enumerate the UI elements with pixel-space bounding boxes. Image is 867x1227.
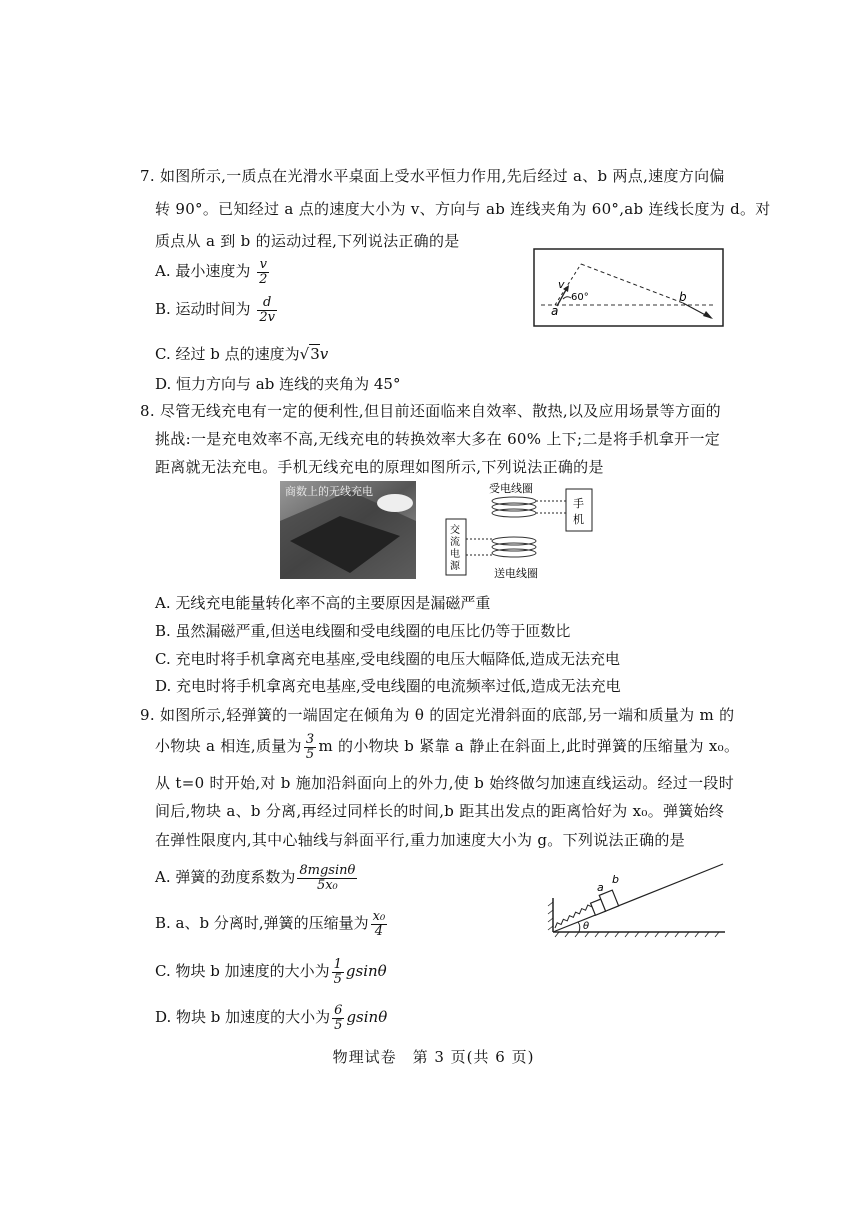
q9-blocks	[589, 890, 619, 915]
q7-label-v: v	[558, 278, 565, 291]
q9-angle-arc	[578, 922, 580, 932]
q9-option-a-fraction: $\frac{8mgsin\theta}{\text{5x₀}}$	[299, 863, 356, 893]
q8-stem-line2: 挑战:一是充电效率不高,无线充电的转换效率大多在 60% 上下;二是将手机拿开一定	[155, 430, 721, 448]
q9-option-c-fraction: $\frac{1}{5}$	[333, 957, 342, 987]
q7-label-a: a	[551, 304, 559, 318]
q9-option-d-post: gsinθ	[346, 1008, 388, 1027]
q9-label-b: b	[612, 873, 619, 886]
q7-trajectory-dash	[581, 264, 683, 303]
q8-charging-pad-photo	[280, 481, 416, 579]
q7-angle-arc	[563, 297, 571, 299]
q9-option-c-post: gsinθ	[345, 962, 387, 981]
q9-stem-line1: 9. 如图所示,轻弹簧的一端固定在倾角为 θ 的固定光滑斜面的底部,另一端和质量为 m 的	[140, 706, 735, 724]
q8-ac-source-char1: 交	[450, 525, 460, 536]
q8-stem-line3: 距离就无法充电。手机无线充电的原理如图所示,下列说法正确的是	[155, 458, 604, 476]
q8-ac-source-char4: 源	[450, 561, 460, 572]
q9-option-c-text: C. 物块 b 加速度的大小为	[155, 962, 330, 981]
q8-send-coil	[492, 537, 536, 557]
q9-option-b	[155, 910, 389, 938]
q8-option-a: A. 无线充电能量转化率不高的主要原因是漏磁严重	[155, 594, 491, 612]
q9-option-d-text: D. 物块 b 加速度的大小为	[155, 1008, 331, 1027]
q9-option-b-text: B. a、b 分离时,弹簧的压缩量为	[155, 914, 369, 933]
q9-stem-line2	[155, 733, 739, 761]
q7-option-c-text: C. 经过 b 点的速度为	[155, 345, 300, 363]
q8-send-coil-label: 送电线圈	[494, 567, 538, 580]
q9-stem-line3: 从 t=0 时开始,对 b 施加沿斜面向上的外力,使 b 始终做匀加速直线运动。经过一段时	[155, 774, 734, 792]
q7-option-b-fraction: $\frac{d}{2v}$	[259, 295, 275, 325]
q9-stem-line2-post: m 的小物块 b 紧靠 a 静止在斜面上,此时弹簧的压缩量为 x₀。	[318, 737, 740, 756]
page-footer: 物理试卷 第 3 页(共 6 页)	[332, 1048, 535, 1066]
q8-phone-label-2: 机	[573, 513, 584, 526]
q8-recv-coil	[492, 497, 536, 517]
q9-option-b-fraction: $\frac{\text{x₀}}{4}$	[372, 909, 386, 939]
q9-option-d-fraction: $\frac{6}{5}$	[334, 1003, 343, 1033]
q7-figure	[533, 248, 725, 328]
q7-option-b-text: B. 运动时间为	[155, 300, 251, 319]
q8-recv-coil-label: 受电线圈	[489, 482, 533, 495]
q8-option-d: D. 充电时将手机拿离充电基座,受电线圈的电流频率过低,造成无法充电	[155, 677, 621, 695]
q8-photo-pad	[377, 494, 413, 512]
q7-stem-line3: 质点从 a 到 b 的运动过程,下列说法正确的是	[155, 232, 460, 250]
q8-circuit-diagram	[444, 481, 604, 581]
q7-stem-line1: 7. 如图所示,一质点在光滑水平桌面上受水平恒力作用,先后经过 a、b 两点,速度方向偏	[140, 167, 725, 185]
q7-option-a-fraction: $\frac{v}{2}$	[259, 257, 268, 287]
q8-ac-source-char2: 流	[450, 537, 460, 548]
q8-option-c: C. 充电时将手机拿离充电基座,受电线圈的电压大幅降低,造成无法充电	[155, 650, 621, 668]
q9-stem-fraction: $\frac{3}{5}$	[305, 732, 315, 762]
q9-option-d	[155, 1004, 387, 1032]
q9-option-a-text: A. 弹簧的劲度系数为	[155, 868, 296, 887]
q7-option-a	[155, 258, 271, 286]
q9-label-a: a	[597, 881, 604, 894]
q8-option-b: B. 虽然漏磁严重,但送电线圈和受电线圈的电压比仍等于匝数比	[155, 622, 571, 640]
q7-option-a-text: A. 最小速度为	[155, 262, 251, 281]
q9-option-c	[155, 958, 387, 986]
q9-incline-figure	[545, 858, 727, 938]
q7-arrow-head	[703, 311, 713, 319]
q9-label-theta: θ	[583, 921, 590, 932]
q9-stem-line5: 在弹性限度内,其中心轴线与斜面平行,重力加速度大小为 g。下列说法正确的是	[155, 831, 686, 849]
q7-label-b: b	[679, 290, 687, 304]
q9-stem-line4: 间后,物块 a、b 分离,再经过同样长的时间,b 距其出发点的距离恰好为 x₀。弹簧始终	[155, 802, 725, 820]
q9-stem-line2-pre: 小物块 a 相连,质量为	[155, 737, 302, 756]
q7-label-angle: 60°	[571, 292, 589, 303]
q7-stem-line2: 转 90°。已知经过 a 点的速度大小为 v、方向与 ab 连线夹角为 60°,ab 连线长度为 d。对	[155, 200, 771, 218]
q7-option-d: D. 恒力方向与 ab 连线的夹角为 45°	[155, 375, 401, 393]
q8-ac-source-char3: 电	[450, 549, 460, 560]
q9-option-a	[155, 864, 359, 892]
q7-option-b	[155, 296, 279, 324]
q8-phone-label: 手	[573, 497, 584, 510]
q9-incline-surface	[553, 864, 723, 932]
q8-stem-line1: 8. 尽管无线充电有一定的便利性,但目前还面临来自效率、散热,以及应用场景等方面的	[140, 402, 721, 420]
q8-photo-caption: 商数上的无线充电	[285, 485, 373, 498]
q7-option-c: C. 经过 b 点的速度为√3v	[155, 345, 329, 363]
